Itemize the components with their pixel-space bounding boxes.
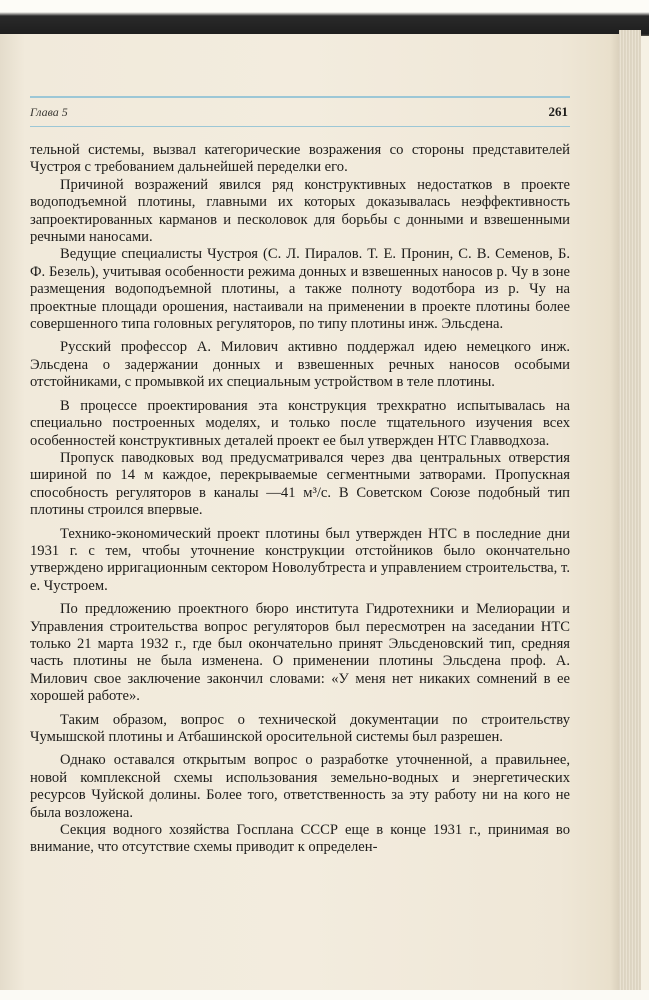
paragraph-11: Секция водного хозяйства Госплана СССР еще в конце 1931 г., принимая во внимание, что отсутствие схемы приводит к определен- — [30, 822, 570, 856]
book-page-edges — [619, 30, 641, 992]
paragraph-3: Ведущие специалисты Чустроя (С. Л. Пиралов. Т. Е. Пронин, С. В. Семенов, Б. Ф. Безель), учитывая особенности режима донных и взвешенных наносов р. Чу в зоне размещения водоподъемной плотины, а также полноту водотбора из р. Чу на проектные площади орошения, настаивали на применении в проекте плотины более совершенного типа головных регуляторов, по типу плотины инж. Эльсдена. — [30, 246, 570, 333]
paragraph-8: По предложению проектного бюро института Гидротехники и Мелиорации и Управления строительства вопрос регуляторов был пересмотрен на заседании НТС только 21 марта 1932 г., где был окончательно принят Эльсденовский тип, средняя часть плотины не была изменена. О применении плотины Эльсдена проф. А. Милович свое заключение закончил словами: «У меня нет никаких сомнений в ее хорошей работе». — [30, 601, 570, 705]
body-text — [30, 142, 570, 857]
chapter-title: Глава 5 — [30, 105, 68, 119]
paragraph-1: тельной системы, вызвал категорические возражения со стороны представителей Чустроя с требованием дальнейшей переделки его. — [30, 142, 570, 176]
scanner-bottom-edge — [0, 990, 649, 1000]
paragraph-7: Технико-экономический проект плотины был утвержден НТС в последние дни 1931 г. с тем, чтобы уточнение конструкции отстойников было окончательно утверждено ирригационным сектором Новолубтреста и управлением строительства, т. е. Чустроем. — [30, 525, 570, 594]
scanner-top-edge — [0, 0, 649, 36]
paragraph-10: Однако оставался открытым вопрос о разработке уточненной, а правильнее, новой комплексной схемы использования земельно-водных и энергетических ресурсов Чуйской долины. Более того, ответственность за эту работу ни на кого не была возложена. — [30, 752, 570, 821]
paragraph-5: В процессе проектирования эта конструкция трехкратно испытывалась на специально построенных моделях, и только после тщательного изучения всех особенностей конструктивных деталей проект ее был утвержден НТС Главводхоза. — [30, 397, 570, 449]
page-number: 261 — [548, 104, 568, 119]
paragraph-9: Таким образом, вопрос о технической документации по строительству Чумышской плотины и Атбашинской оросительной системы был разрешен. — [30, 711, 570, 745]
paragraph-2: Причиной возражений явился ряд конструктивных недостатков в проекте водоподъемной плотины, главными их которых доказывалась неэффективность запроектированных карманов и песколовок для борьбы с донными и взвешенными речными наносами. — [30, 176, 570, 246]
running-header — [30, 96, 570, 127]
paragraph-4: Русский профессор А. Милович активно поддержал идею немецкого инж. Эльсдена о задержании донных и взвешенных речных наносов особыми отстойниками, с промывкой их специальным устройством в теле плотины. — [30, 339, 570, 391]
paragraph-6: Пропуск паводковых вод предусматривался через два центральных отверстия шириной по 14 м каждое, перекрываемые сегментными затворами. Пропускная способность регуляторов в каналы —41 м³/с. В Советском Союзе подобный тип плотины строился впервые. — [30, 449, 570, 519]
